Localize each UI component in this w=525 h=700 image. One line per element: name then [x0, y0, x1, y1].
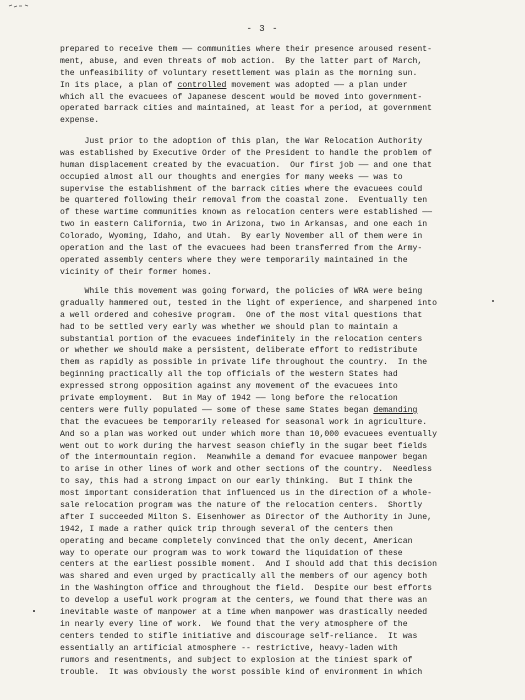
text-line: Colorado, Wyoming, Idaho, and Utah. By early November all of them were in: [60, 232, 423, 242]
underlined-word: controlled: [177, 80, 227, 90]
text-line: And so a plan was worked out under which more than 10,000 evacuees eventually: [60, 429, 437, 439]
paper-speck: [492, 300, 494, 302]
text-line: them as rapidly as possible in private life throughout the country. In the: [60, 358, 428, 368]
text-line: trouble. It was obviously the worst possible kind of environment in which: [60, 667, 423, 677]
paper-speck: [33, 610, 35, 612]
text-line: a well ordered and cohesive program. One of the most vital questions that: [60, 310, 423, 320]
text-line: had to be settled very early was whether we should plan to maintain a: [60, 322, 398, 332]
text-line: operation and the last of the evacuees had been transferred from the Army-: [60, 244, 423, 254]
text-line: or whether we should make a persistent, deliberate effort to redistribute: [60, 346, 418, 356]
text-line: in the Washington office and throughout the field. Despite our best efforts: [60, 584, 433, 594]
text-line: inevitable waste of manpower at a time when manpower was drastically needed: [60, 608, 428, 618]
text-line: 1942, I made a rather quick trip through several of the centers then: [60, 524, 393, 534]
text-line: private employment. But in May of 1942 —— long before the relocation: [60, 394, 398, 404]
text-line: expense.: [60, 116, 100, 126]
text-line: to say, this had a strong impact on our early thinking. But I think the: [60, 477, 413, 487]
text-line: operated assembly centers where they were temporarily maintained in the: [60, 255, 408, 265]
text-line: the unfeasibility of voluntary resettlement was plain as the morning sun.: [60, 68, 418, 78]
text-line: in nearly every line of work. We found that the very atmosphere of the: [60, 619, 408, 629]
text-line: gradually hammered out, tested in the light of experience, and sharpened into: [60, 298, 437, 308]
underlined-word: demanding: [373, 405, 418, 415]
text-line: went out to work during the harvest season chiefly in the sugar beet fields: [60, 441, 428, 451]
text-line: operating and became completely convinced that the only decent, American: [60, 536, 413, 546]
text-line: centers at the earliest possible moment. And I should add that this decision: [60, 560, 437, 570]
text-line: essentially an artificial atmosphere -- restrictive, heavy-laden with: [60, 643, 398, 653]
text-line: to arise in other lines of work and other sections of the country. Needless: [60, 465, 433, 475]
text-line: ment, abuse, and even threats of mob action. By the latter part of March,: [60, 56, 423, 66]
paragraph-2: [60, 136, 490, 279]
text-line: centers tended to stifle initiative and discourage self-reliance. It was: [60, 631, 418, 641]
text-line-with-underline: In its place, a plan of controlled movement was adopted —— a plan under: [60, 80, 408, 90]
text-line-with-underline: centers were fully populated —— some of these same States began demanding: [60, 405, 418, 415]
text-line: prepared to receive them —— communities where their presence aroused resent-: [60, 45, 433, 54]
paragraph-1: [60, 44, 490, 127]
text-line: of these wartime communities known as relocation centers were established ——: [60, 208, 433, 218]
text-line: vicinity of their former homes.: [60, 267, 212, 277]
text-line: substantial portion of the evacuees indefinitely in the relocation centers: [60, 334, 423, 344]
text-line: occupied almost all our thoughts and energies for many weeks —— was to: [60, 172, 403, 182]
paragraph-3: [60, 286, 490, 678]
text-line: which all the evacuees of Japanese descent would be moved into government-: [60, 92, 423, 102]
text-line: that the evacuees be temporarily released for seasonal work in agriculture.: [60, 417, 428, 427]
text-line: While this movement was going forward, the policies of WRA were being: [60, 287, 423, 296]
text-line: human displacement created by the evacuation. Our first job —— and one that: [60, 160, 433, 170]
text-line: of the intermountain region. Meanwhile a demand for evacuee manpower began: [60, 453, 428, 463]
text-line: most important consideration that influenced us in the direction of a whole-: [60, 489, 433, 499]
text-line: beginning practically all the top officials of the western States had: [60, 370, 398, 380]
text-line: to develop a useful work program at the centers, we found that there was an: [60, 596, 428, 606]
text-line: supervise the establishment of the barrack cities where the evacuees could: [60, 184, 423, 194]
text-line: two in eastern California, two in Arizona, two in Arkansas, and one each in: [60, 220, 428, 230]
text-line: after I succeeded Milton S. Eisenhower as Director of the Authority in June,: [60, 512, 433, 522]
text-line: way to operate our program was to work toward the liquidation of these: [60, 548, 403, 558]
text-line: rumors and resentments, and subject to explosion at the tiniest spark of: [60, 655, 413, 665]
text-line: expressed strong opposition against any movement of the evacuees into: [60, 382, 398, 392]
text-line: be quartered following their removal from the coastal zone. Eventually ten: [60, 196, 428, 206]
text-line: was shared and even urged by practically all the members of our agency both: [60, 572, 428, 582]
text-line: was established by Executive Order of the President to handle the problem of: [60, 148, 433, 158]
text-line: Just prior to the adoption of this plan, the War Relocation Authority: [60, 137, 423, 146]
text-line: operated barrack cities and maintained, at least for a period, at government: [60, 104, 433, 114]
corner-scan-mark: [8, 3, 36, 9]
page-number: - 3 -: [246, 24, 279, 34]
text-line: sale relocation program was the nature of the relocation centers. Shortly: [60, 501, 423, 511]
